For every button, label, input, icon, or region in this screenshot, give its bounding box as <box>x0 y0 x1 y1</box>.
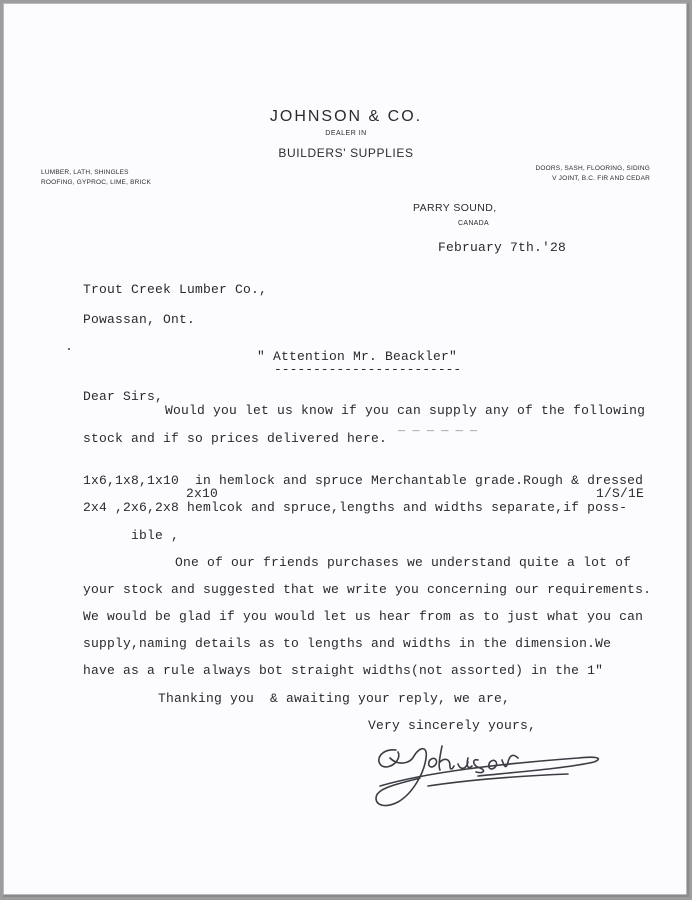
attention-line: " Attention Mr. Beackler" <box>257 349 458 364</box>
stock-line-1: 1x6,1x8,1x10 in hemlock and spruce Merchantable grade.Rough & dressed <box>83 473 644 488</box>
recipient-name: Trout Creek Lumber Co., <box>83 282 268 297</box>
letterhead-company: JOHNSON & CO. <box>269 108 423 125</box>
letterhead-left-line-1: LUMBER, LATH, SHINGLES <box>41 169 129 176</box>
salutation: Dear Sirs, <box>83 389 164 404</box>
letterhead-left-products <box>41 168 151 188</box>
letterhead-country: CANADA <box>458 220 489 227</box>
stock-insert-1s1e: 1/S/1E <box>596 486 645 501</box>
paragraph-1-line-2: stock and if so prices delivered here. <box>83 431 388 446</box>
letter-date: February 7th.'28 <box>438 240 567 255</box>
paragraph-1-line-1: Would you let us know if you can supply any of the following <box>165 403 646 418</box>
letterhead-right-line-2: V JOINT, B.C. FIR AND CEDAR <box>552 175 650 182</box>
attention-underline: ------------------------ <box>274 362 462 377</box>
paragraph-2-line-4: supply,naming details as to lengths and widths in the dimension.We <box>83 636 612 651</box>
paragraph-2-line-3: We would be glad if you would let us hear from as to just what you can <box>83 609 644 624</box>
letterhead-city: PARRY SOUND, <box>413 202 497 214</box>
stock-line-2: 2x4 ,2x6,2x8 hemlcok and spruce,lengths and widths separate,if poss- <box>83 500 628 515</box>
paragraph-2-line-5: have as a rule always bot straight widths(not assorted) in the 1" <box>83 663 604 678</box>
letterhead-business: BUILDERS' SUPPLIES <box>278 146 414 160</box>
letterhead-dealer-in: DEALER IN <box>325 130 367 137</box>
stock-insert-2x10: 2x10 <box>186 486 219 501</box>
paragraph-2-line-1: One of our friends purchases we understand quite a lot of <box>175 555 632 570</box>
closing-line: Thanking you & awaiting your reply, we are, <box>158 691 511 706</box>
paragraph-2-line-2: your stock and suggested that we write you concerning our requirements. <box>83 582 652 597</box>
paragraph-1-dashes: _ _ _ _ _ _ <box>398 420 478 434</box>
letterhead-left-line-2: ROOFING, GYPROC, LIME, BRICK <box>41 179 151 186</box>
handwritten-signature <box>368 736 608 816</box>
paper-speck <box>68 348 70 350</box>
stock-line-3: ible , <box>131 528 180 543</box>
recipient-place: Powassan, Ont. <box>83 312 196 327</box>
letterhead-right-products <box>535 164 650 184</box>
letterhead-right-line-1: DOORS, SASH, FLOORING, SIDING <box>535 165 650 172</box>
valediction: Very sincerely yours, <box>368 718 537 733</box>
